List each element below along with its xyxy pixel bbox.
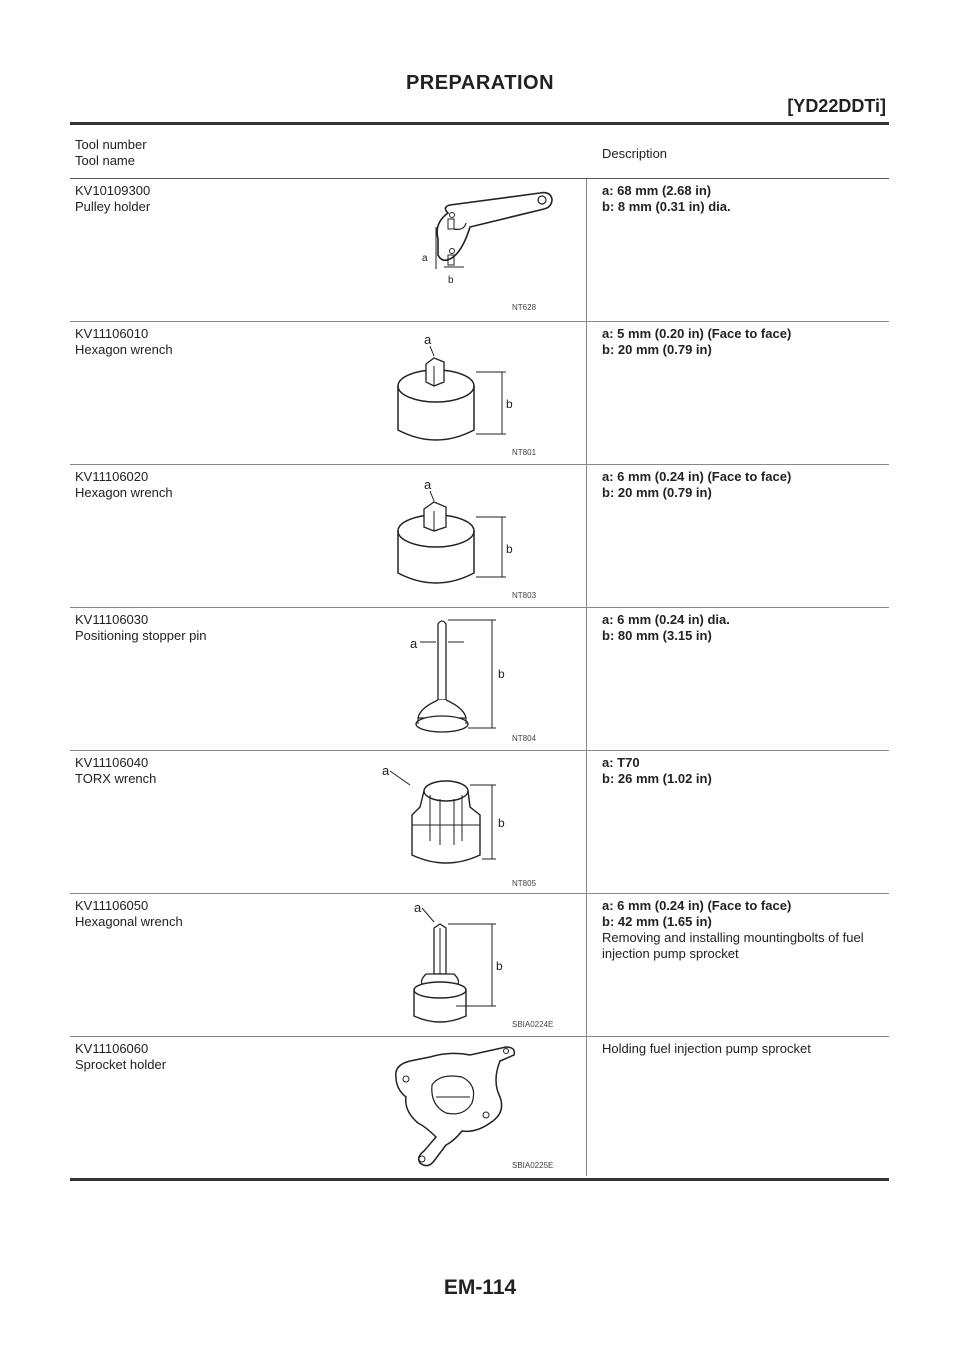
spec-b: b: 8 mm (0.31 in) dia. bbox=[602, 199, 731, 214]
hexagonal-wrench-icon bbox=[350, 898, 560, 1032]
hexagon-wrench-icon bbox=[350, 326, 560, 460]
tool-number: KV11106040 bbox=[75, 755, 149, 770]
spec-b: b: 42 mm (1.65 in) bbox=[602, 914, 712, 929]
svg-text:a: a bbox=[410, 636, 418, 651]
spec-a: a: 5 mm (0.20 in) (Face to face) bbox=[602, 326, 792, 341]
figure-code: SBIA0225E bbox=[512, 1161, 554, 1170]
tool-number: KV10109300 bbox=[75, 183, 151, 198]
tool-name: Pulley holder bbox=[75, 199, 151, 214]
table-row bbox=[70, 608, 889, 751]
svg-text:b: b bbox=[498, 667, 505, 681]
table-row bbox=[70, 751, 889, 894]
spec-a: a: 6 mm (0.24 in) dia. bbox=[602, 612, 730, 627]
page-title: PREPARATION bbox=[405, 72, 555, 94]
tool-name: Sprocket holder bbox=[75, 1057, 167, 1072]
table-header bbox=[70, 125, 889, 179]
pulley-holder-icon bbox=[350, 183, 560, 317]
spec-a: a: 68 mm (2.68 in) bbox=[602, 183, 712, 198]
tool-number: KV11106060 bbox=[75, 1041, 149, 1056]
tool-name: TORX wrench bbox=[75, 771, 157, 786]
hexagon-wrench-icon bbox=[350, 469, 560, 603]
header-description: Description bbox=[602, 146, 668, 161]
tool-name: Hexagonal wrench bbox=[75, 914, 183, 929]
spec-a: a: T70 bbox=[602, 755, 640, 770]
spec-b: b: 80 mm (3.15 in) bbox=[602, 628, 712, 643]
svg-text:a: a bbox=[424, 332, 432, 347]
tool-name: Positioning stopper pin bbox=[75, 628, 207, 643]
engine-code: [YD22DDTi] bbox=[787, 96, 886, 116]
svg-text:a: a bbox=[382, 763, 390, 778]
table-row bbox=[70, 465, 889, 608]
figure-code: NT805 bbox=[512, 879, 537, 888]
tool-name: Hexagon wrench bbox=[75, 342, 173, 357]
dimension-label-b: b bbox=[448, 275, 454, 286]
spec-b: b: 20 mm (0.79 in) bbox=[602, 342, 712, 357]
spec-a: a: 6 mm (0.24 in) (Face to face) bbox=[602, 898, 792, 913]
svg-text:b: b bbox=[506, 397, 513, 411]
tool-usage: Holding fuel injection pump sprocket bbox=[602, 1041, 811, 1056]
sprocket-holder-icon bbox=[350, 1041, 560, 1175]
figure-code: NT628 bbox=[512, 303, 537, 312]
stopper-pin-icon bbox=[350, 612, 560, 746]
tool-number: KV11106010 bbox=[75, 326, 149, 341]
tool-number: KV11106030 bbox=[75, 612, 149, 627]
header-tool-column bbox=[75, 137, 147, 169]
dimension-label-a: a bbox=[422, 253, 428, 264]
tool-name: Hexagon wrench bbox=[75, 485, 173, 500]
tool-number: KV11106050 bbox=[75, 898, 149, 913]
header-tool-name: Tool name bbox=[75, 153, 135, 168]
figure-code: NT803 bbox=[512, 591, 537, 600]
tool-number: KV11106020 bbox=[75, 469, 149, 484]
figure-code: SBIA0224E bbox=[512, 1020, 554, 1029]
svg-text:a: a bbox=[424, 477, 432, 492]
torx-wrench-icon bbox=[350, 755, 560, 889]
tool-table bbox=[70, 125, 889, 1181]
figure-code: NT801 bbox=[512, 448, 537, 457]
table-row bbox=[70, 179, 889, 322]
svg-text:b: b bbox=[498, 816, 505, 830]
tool-usage: Removing and installing mountingbolts of fuel injection pump sprocket bbox=[602, 930, 864, 961]
header-tool-number: Tool number bbox=[75, 137, 147, 152]
svg-text:a: a bbox=[414, 900, 422, 915]
spec-b: b: 20 mm (0.79 in) bbox=[602, 485, 712, 500]
page-number: EM-114 bbox=[443, 1276, 517, 1299]
figure-code: NT804 bbox=[512, 734, 537, 743]
spec-b: b: 26 mm (1.02 in) bbox=[602, 771, 712, 786]
svg-text:b: b bbox=[506, 542, 513, 556]
table-row bbox=[70, 322, 889, 465]
spec-a: a: 6 mm (0.24 in) (Face to face) bbox=[602, 469, 792, 484]
svg-text:b: b bbox=[496, 959, 503, 973]
table-row bbox=[70, 1037, 889, 1181]
table-row bbox=[70, 894, 889, 1037]
